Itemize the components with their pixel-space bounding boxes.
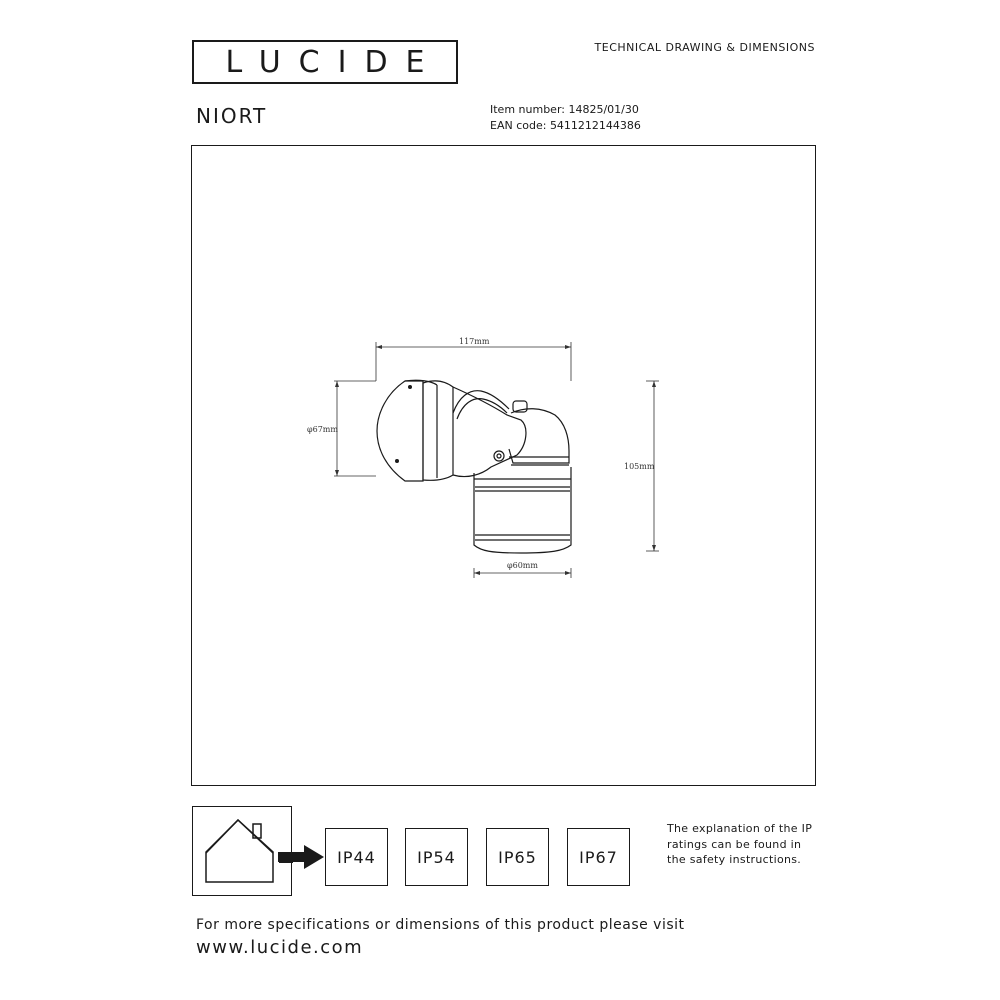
item-info (490, 102, 641, 134)
arrow-icon (276, 842, 326, 872)
ip-rating-ip65: IP65 (486, 828, 549, 886)
item-number-label: Item number: (490, 103, 565, 116)
lamp-drawing (377, 380, 571, 553)
technical-drawing (191, 145, 816, 786)
screw-icon (395, 459, 399, 463)
height-dimension-label: 105mm (624, 462, 655, 471)
ip-rating-ip44: IP44 (325, 828, 388, 886)
product-name: NIORT (196, 104, 268, 128)
document-type-label: TECHNICAL DRAWING & DIMENSIONS (594, 41, 815, 54)
ip-rating-ip54: IP54 (405, 828, 468, 886)
width-dimension-label: 117mm (459, 337, 490, 346)
screw-icon (408, 385, 412, 389)
footer-text: For more specifications or dimensions of this product please visit (196, 917, 685, 933)
website-link[interactable]: www.lucide.com (196, 937, 364, 958)
ean-label: EAN code: (490, 119, 547, 132)
ip-explanation-note: The explanation of the IP ratings can be found in the safety instructions. (667, 822, 813, 866)
mount-diameter-label: φ67mm (307, 425, 338, 434)
brand-logo: LUCIDE (192, 40, 458, 84)
ip-rating-ip67: IP67 (567, 828, 630, 886)
ean-row (490, 118, 641, 134)
head-diameter-label: φ60mm (507, 561, 538, 570)
item-number-value: 14825/01/30 (568, 103, 639, 116)
ean-value: 5411212144386 (549, 119, 641, 132)
item-number-row (490, 102, 641, 118)
